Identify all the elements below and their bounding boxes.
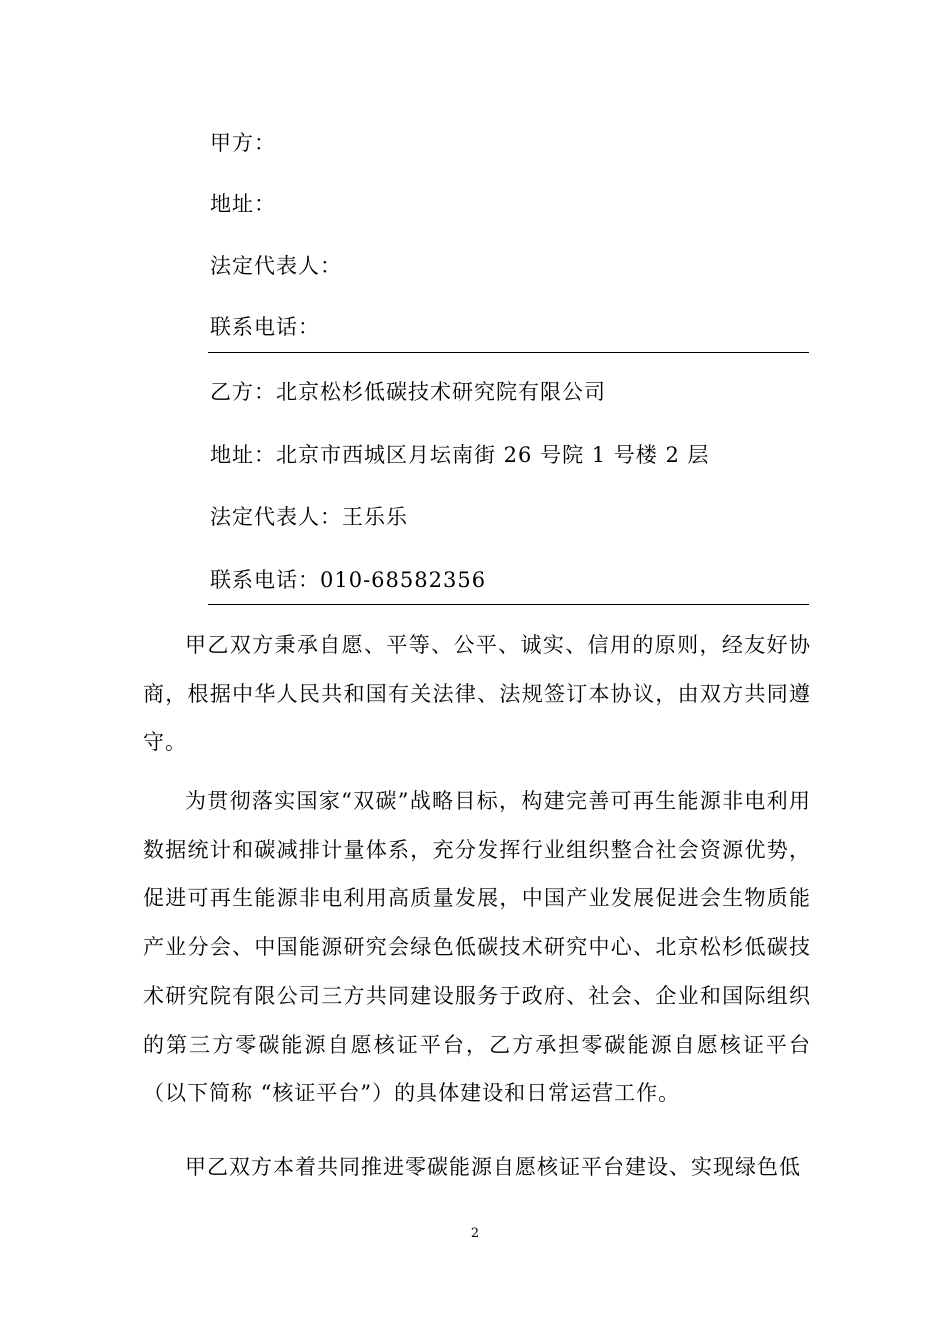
party-b-representative-line: 法定代表人：王乐乐 [210, 505, 408, 529]
party-a-name-label: 甲方： [210, 131, 276, 155]
page-number: 2 [470, 1226, 480, 1241]
party-a-address-label: 地址： [210, 192, 276, 216]
party-a-representative-label: 法定代表人： [210, 254, 342, 278]
party-b-name-line: 乙方：北京松杉低碳技术研究院有限公司 [210, 380, 606, 404]
body-paragraph-principles: 甲乙双方秉承自愿、平等、公平、诚实、信用的原则，经友好协商，根据中华人民共和国有关法律、法规签订本协议，由双方共同遵守。 [143, 633, 811, 755]
body-paragraph-continuation: 甲乙双方本着共同推进零碳能源自愿核证平台建设、实现绿色低 [185, 1155, 801, 1179]
party-a-phone-label: 联系电话： [210, 315, 320, 339]
section-divider-top [208, 352, 809, 353]
party-b-address-line: 地址：北京市西城区月坛南街 26 号院 1 号楼 2 层 [210, 443, 710, 467]
section-divider-bottom [208, 604, 809, 605]
body-paragraph-background: 为贯彻落实国家“双碳”战略目标，构建完善可再生能源非电利用数据统计和碳减排计量体系，充分发挥行业组织整合社会资源优势，促进可再生能源非电利用高质量发展，中国产业发展促进会生物质能产业分会、中国能源研究会绿色低碳技术研究中心、北京松杉低碳技术研究院有限公司三方共同建设服务于政府、社会、企业和国际组织的第三方零碳能源自愿核证平台，乙方承担零碳能源自愿核证平台（以下简称 “核证平台”）的具体建设和日常运营工作。 [143, 789, 811, 1106]
party-b-phone-line: 联系电话：010-68582356 [210, 568, 487, 592]
